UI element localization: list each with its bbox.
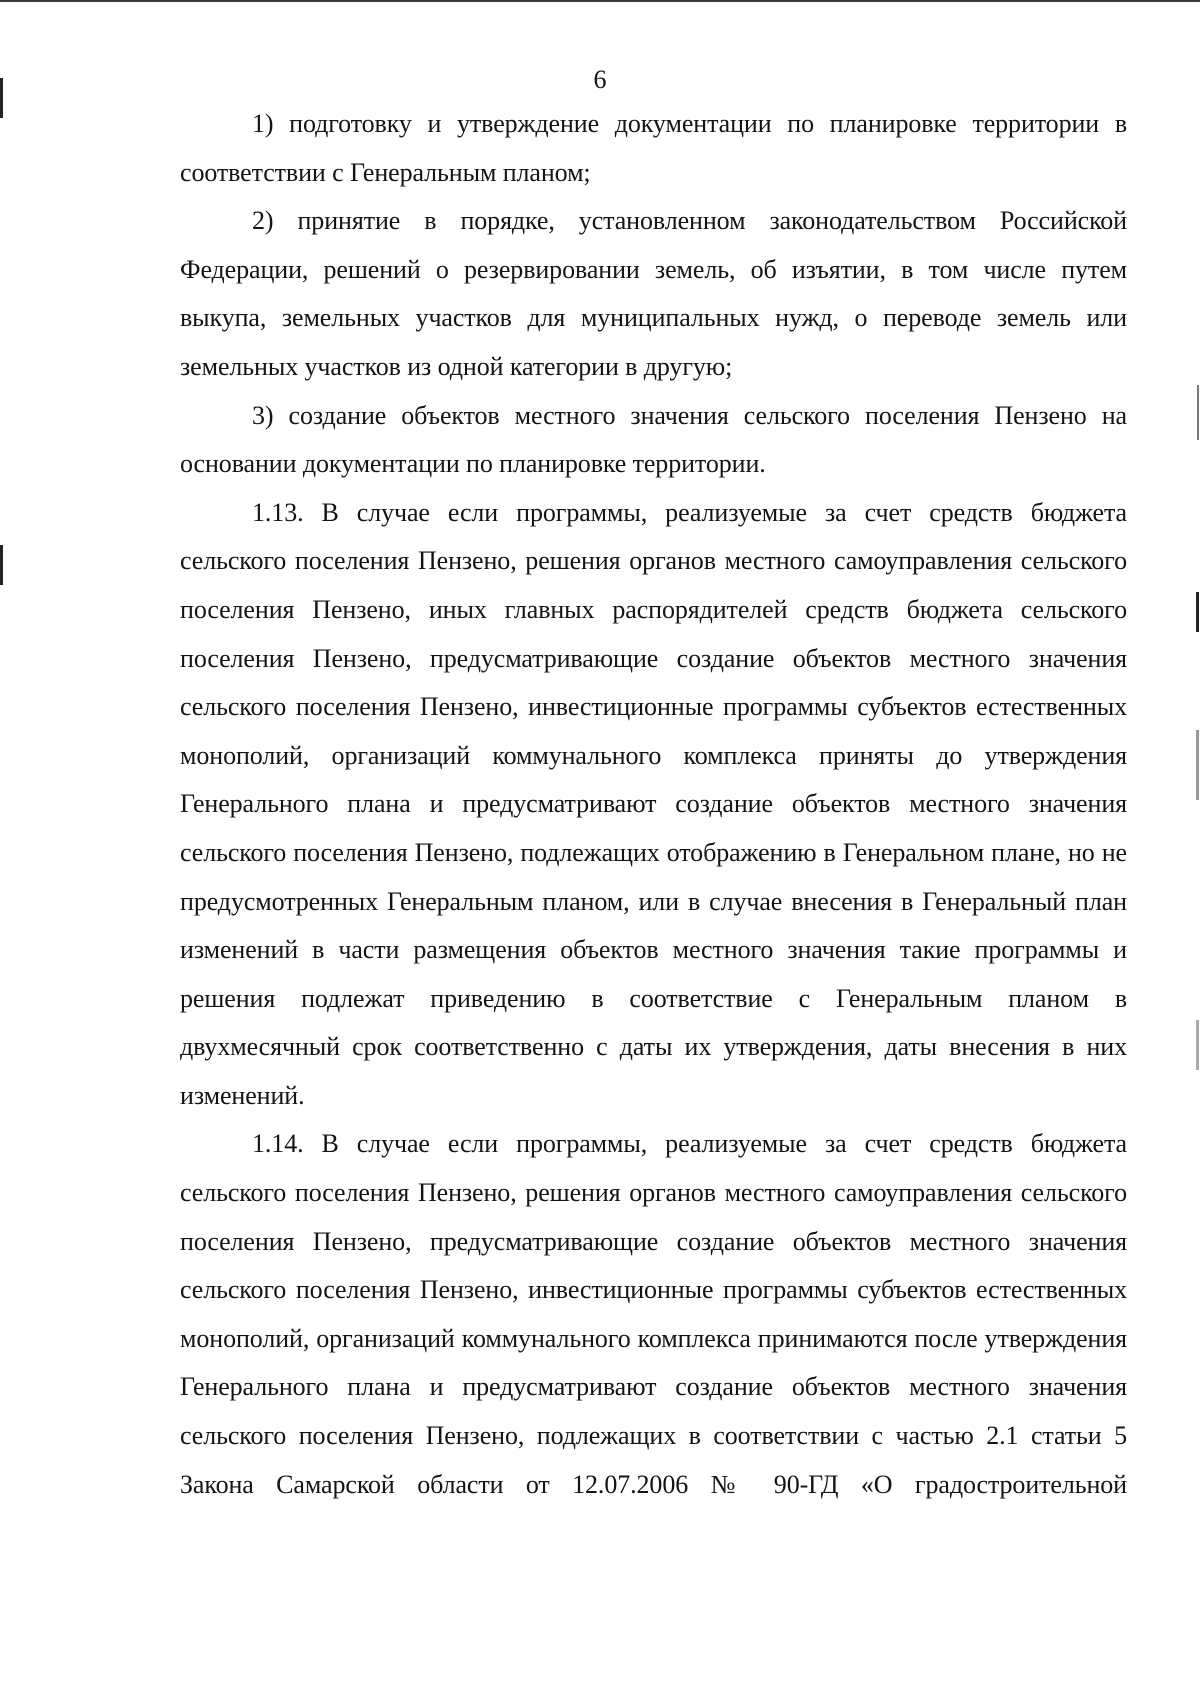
paragraph-item-2: 2) принятие в порядке, установленном законодательством Российской Федерации, решений о резервировании земель, об изъятии, в том числе путем выкупа, земельных участков для муниципальных нужд, о переводе земель или земельных участков из одной категории в другую;: [180, 206, 1127, 381]
paragraph-1-13: 1.13. В случае если программы, реализуемые за счет средств бюджета сельского поселения Пензено, решения органов местного самоуправления сельского поселения Пензено, иных главных распорядителей средств бюджета сельского поселения Пензено, предусматривающие создание объектов местного значения сельского поселения Пензено, инвестиционные программы субъектов естественных монополий, организаций коммунального комплекса приняты до утверждения Генерального плана и предусматривают создание объектов местного значения сельского поселения Пензено, подлежащих отображению в Генеральном плане, но не предусмотренных Генеральным планом, или в случае внесения в Генеральный план изменений в части размещения объектов местного значения такие программы и решения подлежат приведению в соответствие с Генеральным планом в двухмесячный срок соответственно с даты их утверждения, даты внесения в них изменений.: [180, 497, 1127, 1110]
scan-artifact: [1196, 592, 1199, 632]
paragraph-1-14: 1.14. В случае если программы, реализуемые за счет средств бюджета сельского поселения Пензено, решения органов местного самоуправления сельского поселения Пензено, предусматривающие создание объектов местного значения сельского поселения Пензено, инвестиционные программы субъектов естественных монополий, организаций коммунального комплекса принимаются после утверждения Генерального плана и предусматривают создание объектов местного значения сельского поселения Пензено, подлежащих в соответствии с частью 2.1 статьи 5 Закона Самарской области от 12.07.2006 № 90-ГД «О градостроительной: [180, 1129, 1127, 1499]
paragraph-item-1: 1) подготовку и утверждение документации по планировке территории в соответствии с Генеральным планом;: [180, 109, 1127, 187]
scan-artifact: [0, 545, 3, 585]
scan-artifact: [1196, 1020, 1199, 1070]
paragraph-item-3: 3) создание объектов местного значения сельского поселения Пензено на основании документации по планировке территории.: [180, 400, 1127, 479]
scan-artifact: [1196, 730, 1199, 800]
page-number: 6: [593, 65, 607, 94]
scan-edge-line: [0, 0, 1200, 2]
document-body: [180, 100, 1127, 1509]
scan-artifact: [1197, 385, 1199, 440]
